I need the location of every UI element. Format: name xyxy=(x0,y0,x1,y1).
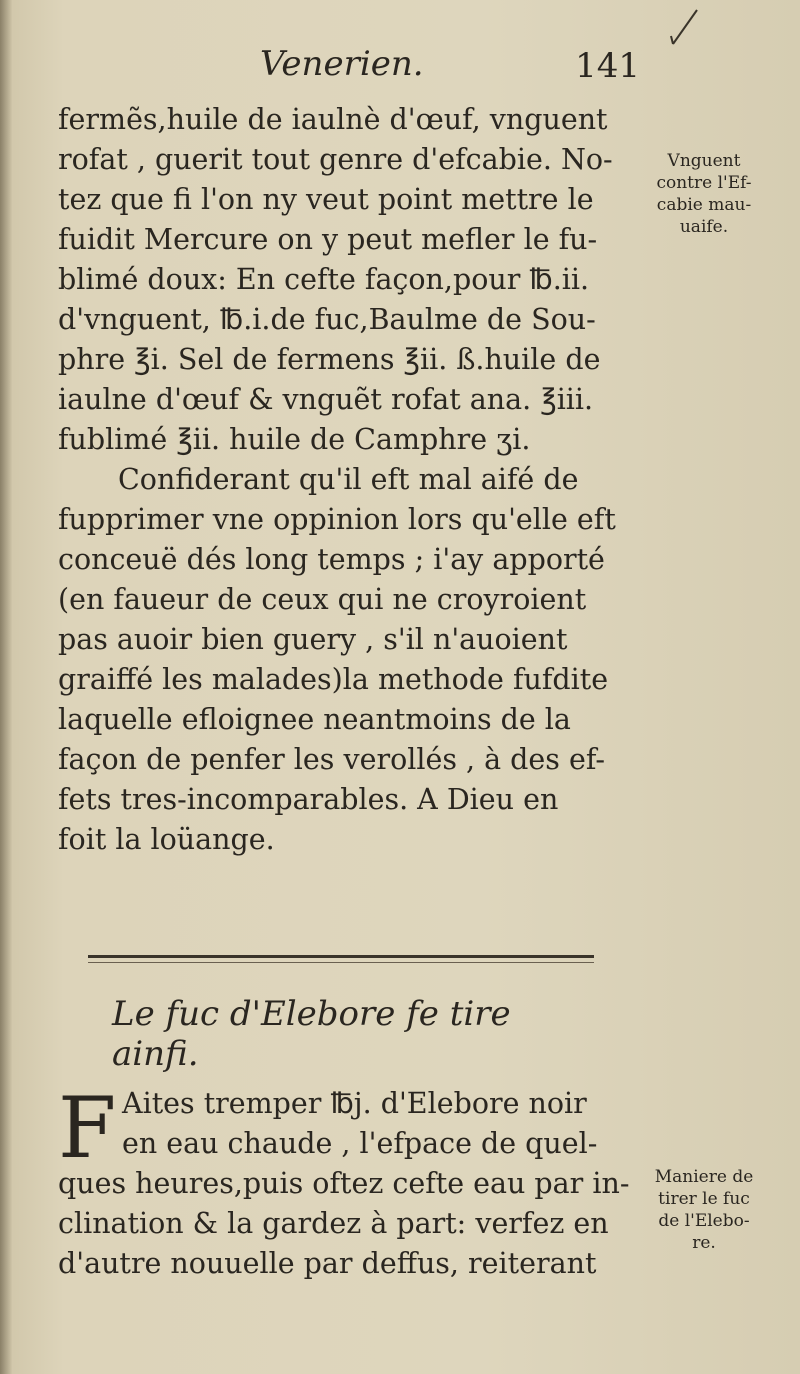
text-line: clination & la gardez à part: verfez en xyxy=(58,1207,609,1240)
margin-note xyxy=(634,150,774,238)
section-divider xyxy=(88,955,594,958)
page-binding-edge xyxy=(0,0,12,1374)
margin-note-line: Maniere de xyxy=(654,1167,754,1187)
margin-note xyxy=(634,1166,774,1254)
text-line: (en faueur de ceux qui ne croyroient xyxy=(58,583,587,616)
text-line: blimé doux: En cefte façon,pour ℔.ii. xyxy=(58,263,590,296)
text-line: fublimé ℥ii. huile de Camphre ʒi. xyxy=(58,423,531,456)
text-line: rofat , guerit tout genre d'efcabie. No- xyxy=(58,143,613,176)
margin-note-line: uaife. xyxy=(679,217,729,237)
section-divider-thin xyxy=(88,962,594,963)
text-line: Aites tremper ℔j. d'Elebore noir xyxy=(122,1087,587,1120)
text-line: conceuë dés long temps ; i'ay apporté xyxy=(58,543,605,576)
margin-note-line: cabie mau- xyxy=(656,195,752,215)
text-line: graiffé les malades)la methode fufdite xyxy=(58,663,609,696)
main-text xyxy=(58,100,638,860)
text-line: d'autre nouuelle par deffus, reiterant xyxy=(58,1247,597,1280)
section-text xyxy=(58,1079,638,1284)
text-line: Confiderant qu'il eft mal aifé de xyxy=(118,463,579,496)
text-line: en eau chaude , l'efpace de quel- xyxy=(122,1127,598,1160)
page-header xyxy=(60,44,640,94)
text-line: laquelle efloignee neantmoins de la xyxy=(58,703,571,736)
margin-note-line: re. xyxy=(692,1233,716,1253)
text-line: fermẽs,huile de iaulnè d'œuf, vnguent xyxy=(58,103,608,136)
text-line: d'vnguent, ℔.i.de fuc,Baulme de Sou- xyxy=(58,303,596,336)
pencil-mark xyxy=(665,6,705,46)
section-title: Le fuc d'Elebore fe tire ainfi. xyxy=(112,994,511,1074)
margin-note-line: contre l'Ef- xyxy=(656,173,752,193)
text-line: fets tres-incomparables. A Dieu en xyxy=(58,783,559,816)
page-number: 141 xyxy=(575,46,640,86)
text-line: iaulne d'œuf & vnguẽt rofat ana. ℥iii. xyxy=(58,383,594,416)
margin-note-line: Vnguent xyxy=(667,151,741,171)
text-line: phre ℥i. Sel de fermens ℥ii. ß.huile de xyxy=(58,343,601,376)
text-line: pas auoir bien guery , s'il n'auoient xyxy=(58,623,568,656)
text-line: fuidit Mercure on y peut mefler le fu- xyxy=(58,223,598,256)
drop-cap: F xyxy=(58,1079,117,1177)
margin-note-line: de l'Elebo- xyxy=(658,1211,750,1231)
text-line: tez que fi l'on ny veut point mettre le xyxy=(58,183,594,216)
text-line: ques heures,puis oftez cefte eau par in- xyxy=(58,1167,630,1200)
margin-note-line: tirer le fuc xyxy=(658,1189,750,1209)
running-title: Venerien. xyxy=(260,44,424,84)
text-line: façon de penfer les verollés , à des ef- xyxy=(58,743,605,776)
text-line: fupprimer vne oppinion lors qu'elle eft xyxy=(58,503,616,536)
text-line: foit la loüange. xyxy=(58,823,275,856)
